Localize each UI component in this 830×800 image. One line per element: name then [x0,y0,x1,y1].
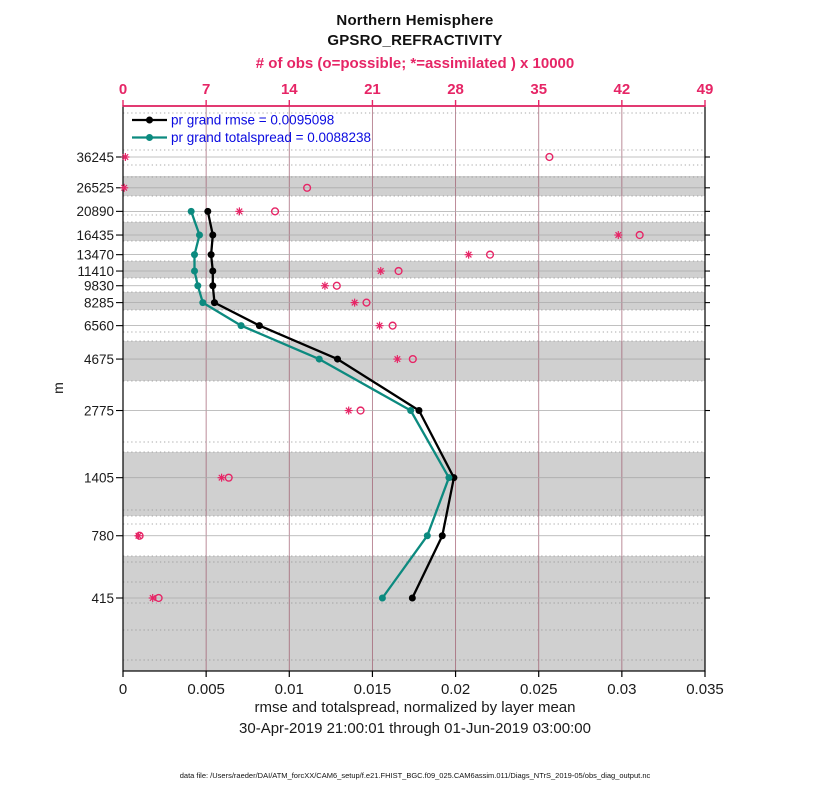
y-tick-label: 2775 [83,403,114,419]
totalspread-point [188,208,195,215]
obs-tick-label: 28 [447,81,464,98]
obs-tick-label: 21 [364,81,381,98]
rmse-point [334,356,341,363]
y-tick-label: 11410 [77,263,114,279]
obs-tick-label: 49 [696,81,714,98]
obs-axis-label: # of obs (o=possible; *=assimilated ) x 10000 [255,55,575,72]
legend-marker [146,117,153,124]
assimilated-marker [376,322,384,330]
rmse-point [209,268,216,275]
rmse-point [415,407,422,414]
x-tick-label: 0.015 [353,681,392,698]
totalspread-point [316,356,323,363]
x-tick-label: 0.035 [686,681,724,698]
assimilated-marker [614,231,622,239]
plot-title-line2: GPSRO_REFRACTIVITY [327,32,503,49]
rmse-point [209,232,216,239]
x-tick-label: 0.01 [274,681,304,698]
layer-band [123,341,705,381]
x-tick-label: 0.025 [519,681,558,698]
legend-entry-label: pr grand rmse = 0.0095098 [171,112,335,128]
y-tick-label: 780 [91,528,114,544]
x-tick-label: 0 [118,681,128,698]
obs-tick-label: 35 [530,81,548,98]
y-tick-label: 26525 [76,180,114,196]
data-file-footer: data file: /Users/raeder/DAI/ATM_forcXX/CAM6_setup/f.e21.FHIST_BGC.f09_025.CAM6assim.011/Diags_NTrS_2019-05/obs_diag_output.nc [179,771,651,780]
totalspread-point [379,595,386,602]
legend-marker [146,134,153,141]
y-tick-label: 16435 [76,227,114,243]
rmse-point [204,208,211,215]
layer-band [123,556,705,671]
rmse-point [209,282,216,289]
totalspread-point [238,322,245,329]
y-tick-label: 415 [91,590,114,606]
assimilated-marker [321,282,329,290]
assimilated-marker [393,355,401,363]
layer-band [123,176,705,196]
totalspread-point [199,299,206,306]
obs-tick-label: 42 [613,81,631,98]
assimilated-marker [121,153,129,161]
totalspread-point [191,251,198,258]
totalspread-point [194,282,201,289]
y-axis-label: m [49,382,66,394]
x-tick-label: 0.005 [187,681,225,698]
assimilated-marker [377,267,385,275]
time-range-label: 30-Apr-2019 21:00:01 through 01-Jun-2019 03:00:00 [239,720,591,737]
legend-entry-label: pr grand totalspread = 0.0088238 [171,130,372,145]
rmse-point [208,251,215,258]
rmse-point [439,532,446,539]
assimilated-marker [351,299,359,307]
layer-band [123,452,705,516]
assimilated-marker [345,407,353,415]
x-tick-label: 0.03 [607,681,637,698]
rmse-point [256,322,263,329]
totalspread-point [407,407,414,414]
x-tick-label: 0.02 [440,681,471,698]
obs-tick-label: 14 [280,81,298,98]
x-axis-label: rmse and totalspread, normalized by layer mean [254,699,576,716]
y-tick-label: 1405 [83,470,114,486]
y-tick-label: 36245 [76,149,114,165]
rmse-point [211,299,218,306]
y-tick-label: 20890 [76,204,114,220]
y-tick-label: 9830 [83,278,114,294]
assimilated-marker [465,251,473,259]
y-tick-label: 6560 [83,318,114,334]
y-tick-label: 4675 [83,351,114,367]
assimilated-marker [235,207,243,215]
rmse-point [409,595,416,602]
totalspread-point [196,232,203,239]
obs-tick-label: 7 [201,81,211,98]
obs-tick-label: 0 [118,81,128,98]
plot-title-line1: Northern Hemisphere [336,12,494,29]
totalspread-point [191,268,198,275]
legend [132,113,371,146]
y-tick-label: 8285 [83,295,114,311]
y-tick-label: 13470 [76,247,114,263]
totalspread-point [445,474,452,481]
totalspread-point [424,532,431,539]
